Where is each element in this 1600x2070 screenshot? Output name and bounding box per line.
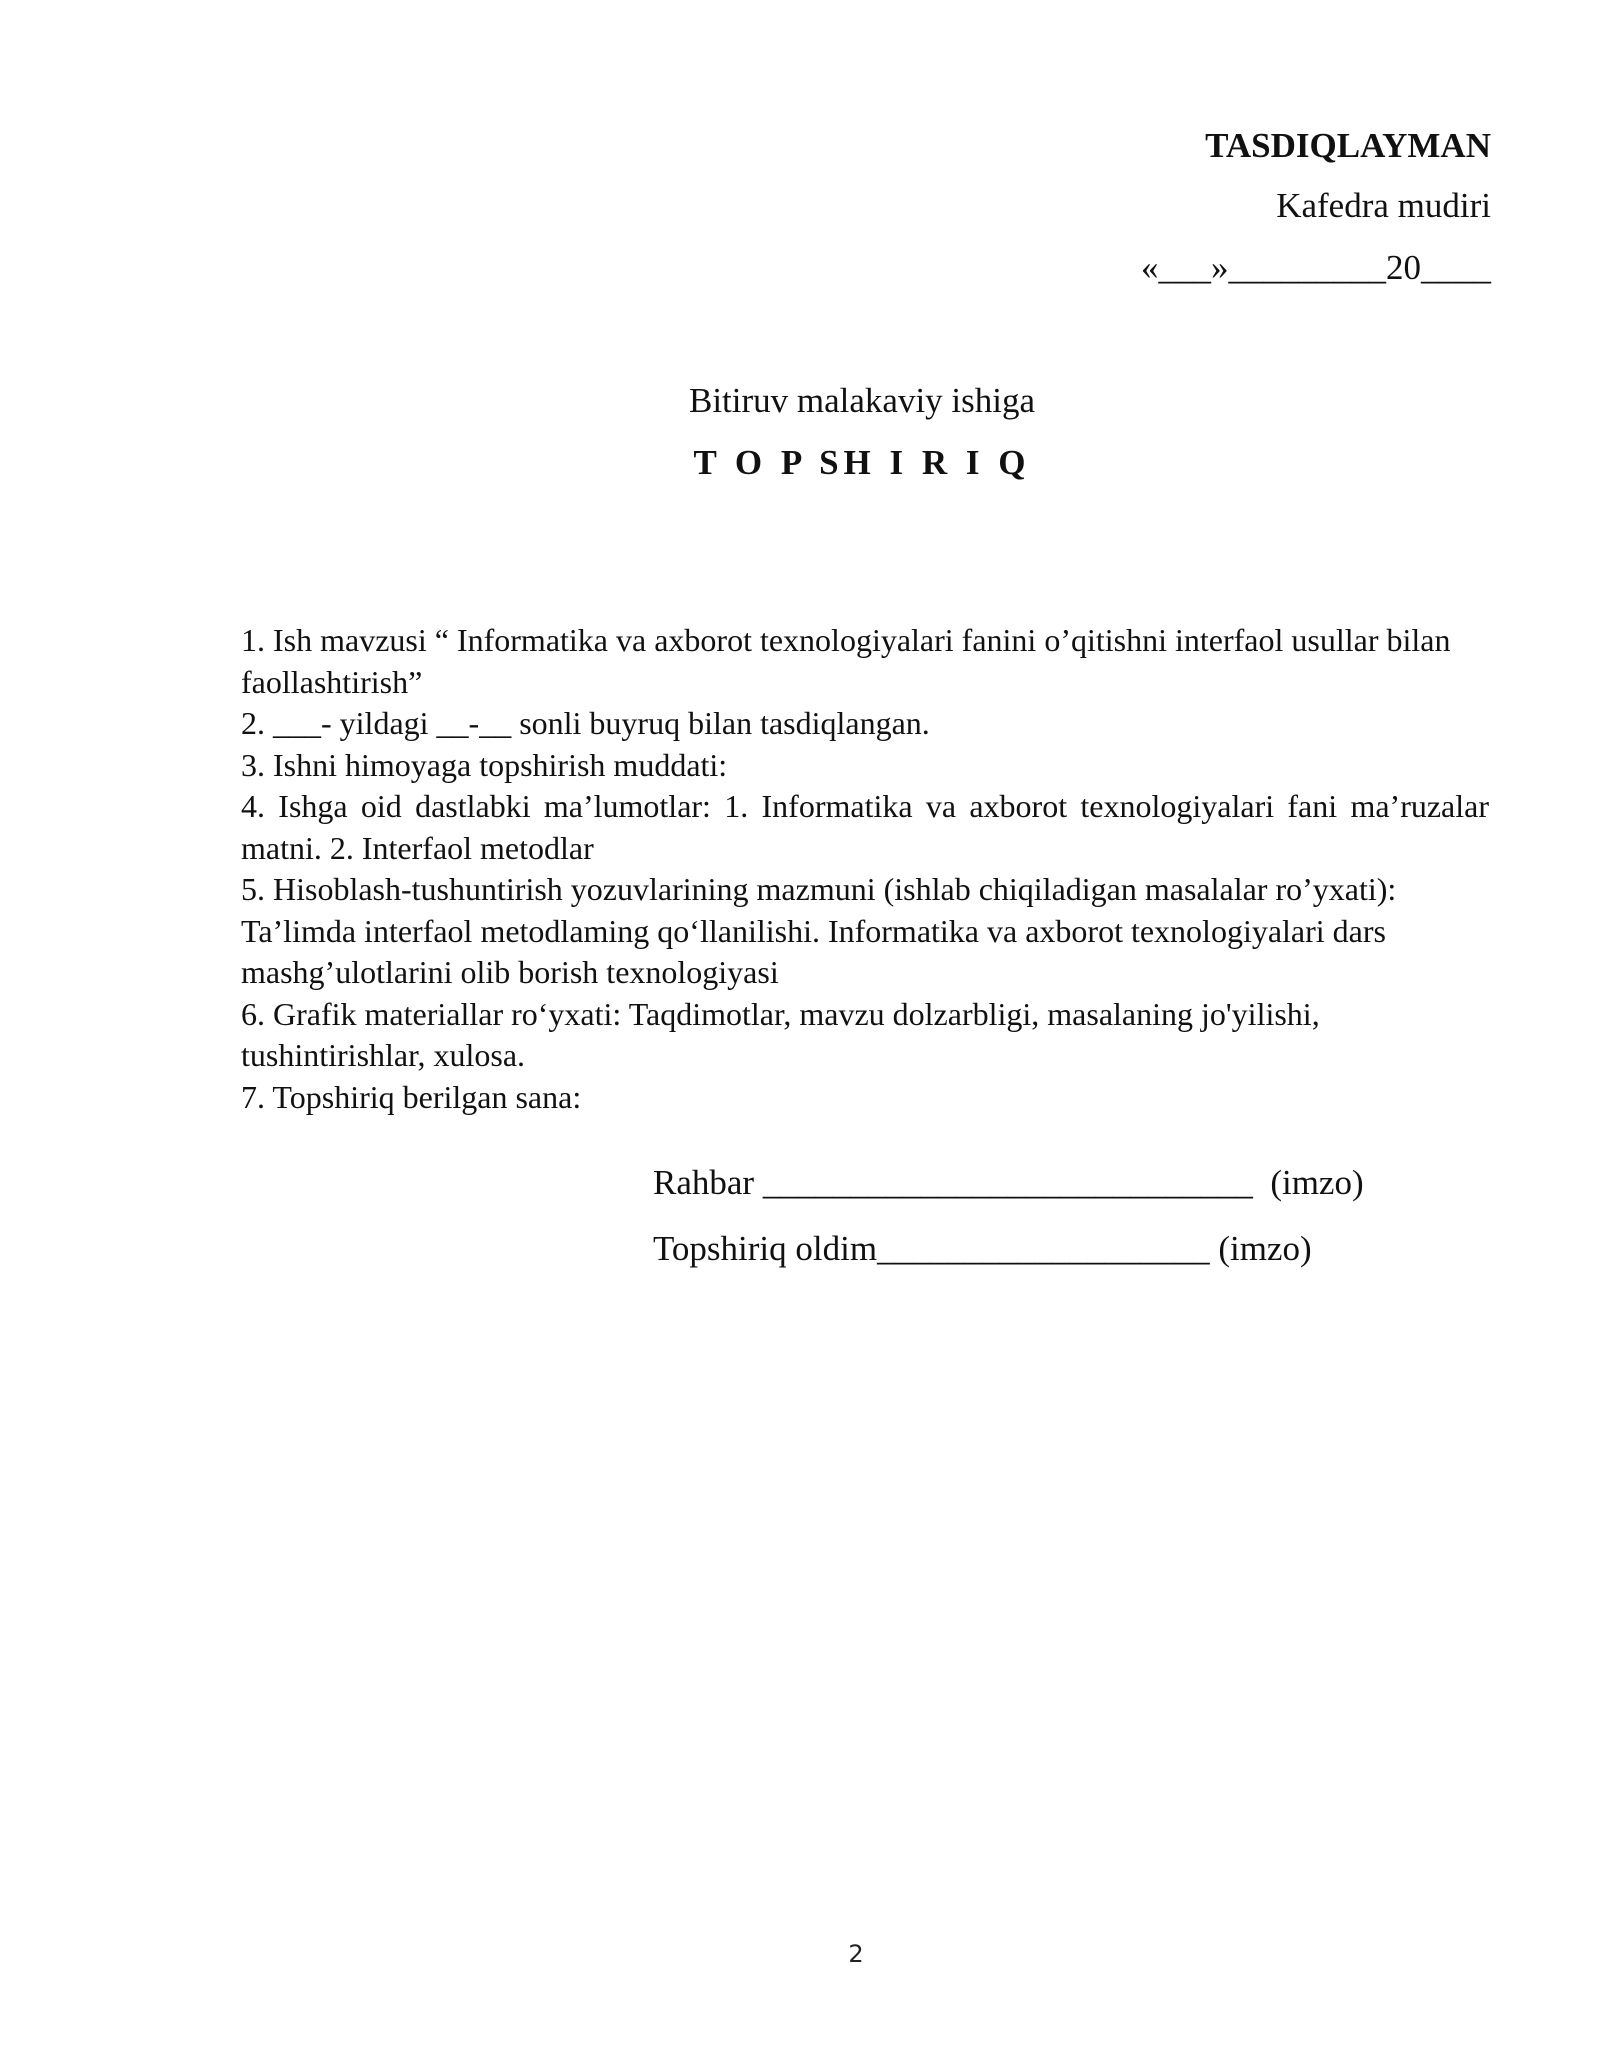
approval-title: TASDIQLAYMAN bbox=[1205, 126, 1491, 165]
received-signature-line: Topshiriq oldim___________________ (imzo) bbox=[653, 1229, 1312, 1268]
task-item-7: 7. Topshiriq berilgan sana: bbox=[241, 1078, 582, 1115]
approval-block bbox=[1141, 122, 1491, 292]
task-item-4: 4. Ishga oid dastlabki ma’lumotlar: 1. Informatika va axborot texnologiyalari fani ma’ruzalar matni. 2. Interfaol metodlar bbox=[241, 788, 1489, 866]
approval-position: Kafedra mudiri bbox=[1276, 186, 1491, 225]
task-items-list bbox=[241, 620, 1489, 1118]
heading-title: T O P SH I R I Q bbox=[693, 443, 1031, 482]
task-item-6: 6. Grafik materiallar ro‘yxati: Taqdimotlar, mavzu dolzarbligi, masalaning jo'yilishi, tushintirishlar, xulosa. bbox=[241, 995, 1320, 1073]
task-item-1: 1. Ish mavzusi “ Informatika va axborot texnologiyalari fanini o’qitishni interfaol usullar bilan faollashtirish” bbox=[241, 622, 1451, 700]
task-item-5: 5. Hisoblash-tushuntirish yozuvlarining mazmuni (ishlab chiqiladigan masalalar ro’yxati): Ta’limda interfaol metodlaming qo‘llanilishi. Informatika va axborot texnologiyalari dars mashg’ulotlarini olib borish texnologiyasi bbox=[241, 871, 1397, 990]
task-item-3: 3. Ishni himoyaga topshirish muddati: bbox=[241, 746, 728, 783]
page-number: 2 bbox=[848, 1940, 864, 1968]
task-item-2: 2. ___- yildagi __-__ sonli buyruq bilan tasdiqlangan. bbox=[241, 705, 930, 741]
signature-block bbox=[653, 1159, 1364, 1291]
approval-date-line: «___»_________20____ bbox=[1141, 248, 1491, 287]
supervisor-signature-line: Rahbar ____________________________ (imzo) bbox=[653, 1163, 1364, 1202]
heading-subtitle: Bitiruv malakaviy ishiga bbox=[688, 381, 1036, 420]
